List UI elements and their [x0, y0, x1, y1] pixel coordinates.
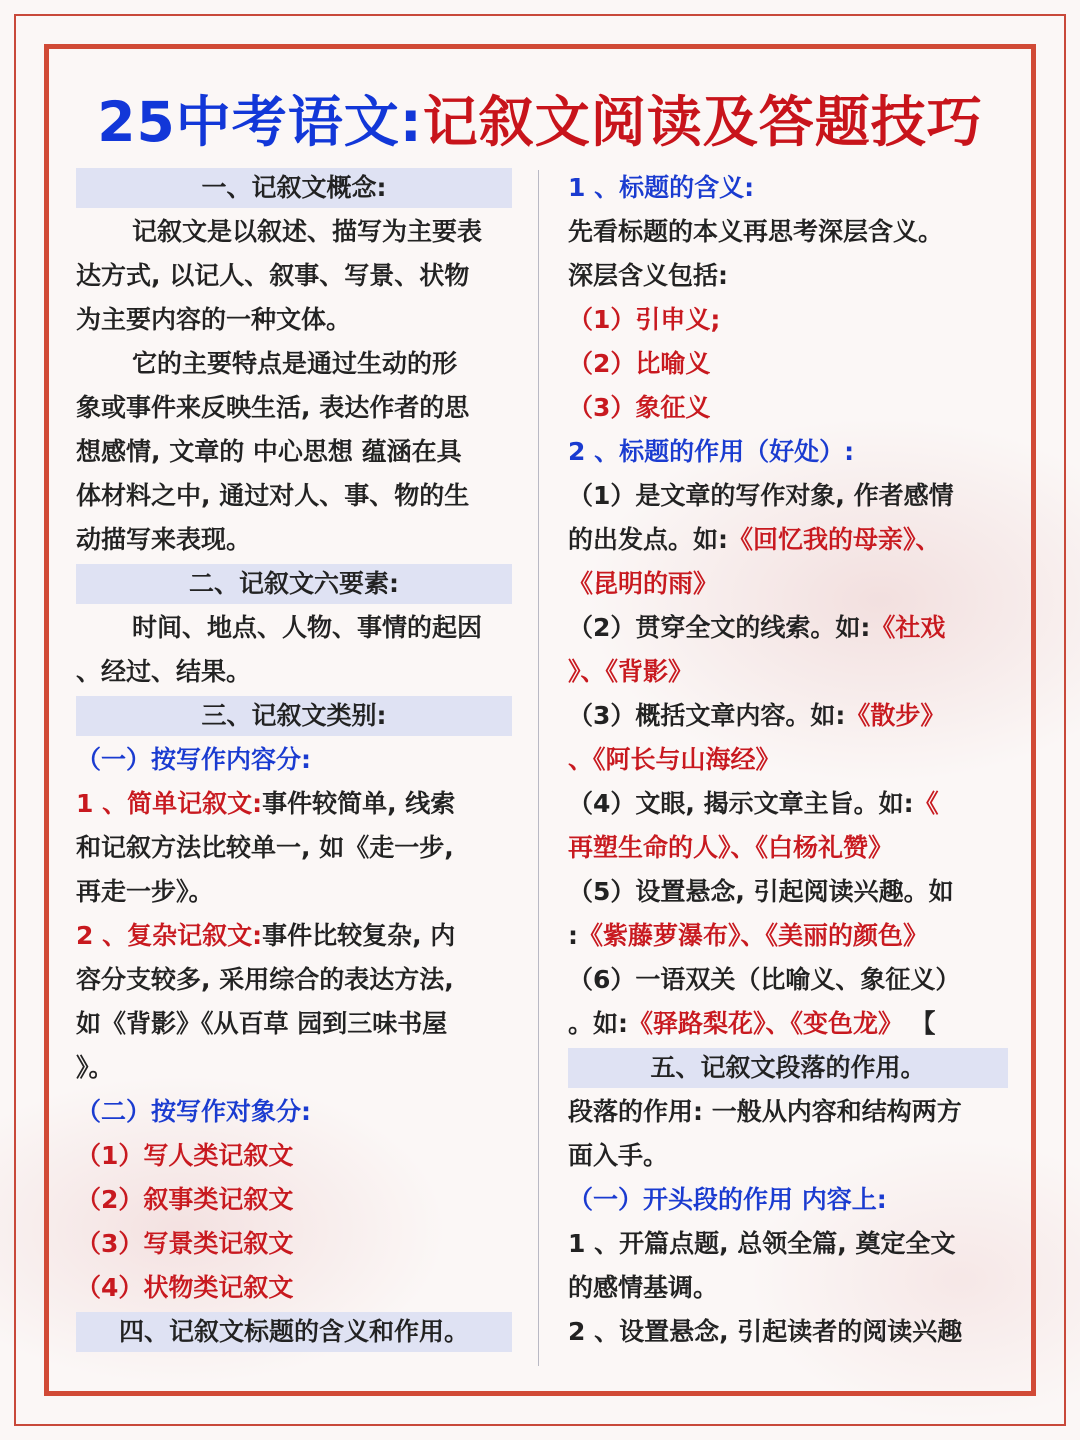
complex-narrative-line: 》。 — [76, 1053, 114, 1082]
simple-narrative-line: 再走一步》。 — [76, 877, 214, 906]
feature-line: 它的主要特点是通过生动的形 — [132, 349, 458, 378]
type-item: （3）写景类记叙文 — [76, 1229, 294, 1258]
column-divider — [538, 170, 539, 1366]
function-example: 》、《背影》 — [568, 657, 694, 686]
function-text: （2）贯穿全文的线索。如: — [568, 613, 871, 642]
subheading-by-content: （一）按写作内容分: — [76, 745, 311, 774]
heading-title-function: 2 、标题的作用（好处）: — [568, 437, 855, 466]
section-heading-concept: 一、记叙文概念: — [76, 168, 512, 208]
complex-narrative-line: 如《背影》《从百草 园到三味书屋 — [76, 1009, 448, 1038]
title-part-red: 记叙文阅读及答题技巧 — [422, 90, 983, 154]
concept-line: 记叙文是以叙述、描写为主要表 — [132, 217, 483, 246]
page-title — [0, 78, 1080, 157]
function-example: 再塑生命的人》、《白杨礼赞》 — [568, 833, 894, 862]
complex-narrative-text: 事件比较复杂, 内 — [262, 921, 456, 950]
subheading-by-object: （二）按写作对象分: — [76, 1097, 311, 1126]
paragraph-line: 面入手。 — [568, 1141, 669, 1170]
section-heading-title-meaning: 四、记叙文标题的含义和作用。 — [76, 1312, 512, 1352]
function-example: 《驿路梨花》、《变色龙》 — [628, 1009, 904, 1038]
left-column — [76, 166, 512, 1354]
complex-narrative-line: 容分支较多, 采用综合的表达方法, — [76, 965, 454, 994]
meaning-item: （3）象征义 — [568, 393, 711, 422]
function-example: 《回忆我的母亲》、 — [728, 525, 941, 554]
paragraph-line: 段落的作用: 一般从内容和结构两方 — [568, 1097, 962, 1126]
complex-narrative-line — [76, 914, 512, 958]
simple-narrative-text: 事件较简单, 线索 — [262, 789, 456, 818]
function-text: （4）文眼, 揭示文章主旨。如: — [568, 789, 914, 818]
meaning-line: 先看标题的本义再思考深层含义。 — [568, 217, 944, 246]
section-heading-six-elements: 二、记叙文六要素: — [76, 564, 512, 604]
type-item: （4）状物类记叙文 — [76, 1273, 294, 1302]
function-line — [568, 694, 1008, 738]
function-example: 《社戏 — [870, 613, 946, 642]
meaning-item: （2）比喻义 — [568, 349, 711, 378]
function-example: 《 — [913, 789, 939, 818]
simple-narrative-line — [76, 782, 512, 826]
type-item: （2）叙事类记叙文 — [76, 1185, 294, 1214]
feature-line: 动描写来表现。 — [76, 525, 252, 554]
opening-line: 1 、开篇点题, 总领全篇, 奠定全文 — [568, 1229, 956, 1258]
function-line: （6）一语双关（比喻义、象征义） — [568, 965, 961, 994]
title-part-blue: 25中考语文: — [97, 90, 423, 154]
section-heading-categories: 三、记叙文类别: — [76, 696, 512, 736]
simple-narrative-line: 和记叙方法比较单一, 如《走一步, — [76, 833, 454, 862]
feature-line: 想感情, 文章的 中心思想 蕴涵在具 — [76, 437, 462, 466]
function-text-tail: 【 — [923, 1009, 936, 1038]
meaning-item: （1）引申义; — [568, 305, 721, 334]
function-text: 的出发点。如: — [568, 525, 728, 554]
section-heading-paragraph-role: 五、记叙文段落的作用。 — [568, 1048, 1008, 1088]
function-text: : — [568, 921, 578, 950]
type-item: （1）写人类记叙文 — [76, 1141, 294, 1170]
function-line — [568, 518, 1008, 562]
function-line — [568, 914, 1008, 958]
function-line — [568, 606, 1008, 650]
function-example: 《散步》 — [845, 701, 946, 730]
function-line: （1）是文章的写作对象, 作者感情 — [568, 481, 954, 510]
function-text: （3）概括文章内容。如: — [568, 701, 846, 730]
opening-line: 2 、设置悬念, 引起读者的阅读兴趣 — [568, 1317, 963, 1346]
concept-line: 为主要内容的一种文体。 — [76, 305, 352, 334]
function-text: 。如: — [568, 1009, 628, 1038]
feature-line: 象或事件来反映生活, 表达作者的思 — [76, 393, 470, 422]
heading-title-meaning: 1 、标题的含义: — [568, 173, 755, 202]
complex-narrative-label: 2 、复杂记叙文: — [76, 921, 263, 950]
right-column — [568, 166, 1008, 1354]
meaning-line: 深层含义包括: — [568, 261, 728, 290]
opening-line: 的感情基调。 — [568, 1273, 719, 1302]
simple-narrative-label: 1 、简单记叙文: — [76, 789, 263, 818]
subheading-opening: （一）开头段的作用 内容上: — [568, 1185, 887, 1214]
function-example: 、《阿长与山海经》 — [568, 745, 781, 774]
elements-line: 、经过、结果。 — [76, 657, 252, 686]
elements-line: 时间、地点、人物、事情的起因 — [132, 613, 483, 642]
function-example: 《紫藤萝瀑布》、《美丽的颜色》 — [578, 921, 929, 950]
concept-line: 达方式, 以记人、叙事、写景、状物 — [76, 261, 470, 290]
function-line — [568, 782, 1008, 826]
function-example: 《昆明的雨》 — [568, 569, 719, 598]
function-line: （5）设置悬念, 引起阅读兴趣。如 — [568, 877, 954, 906]
feature-line: 体材料之中, 通过对人、事、物的生 — [76, 481, 470, 510]
function-line — [568, 1002, 1008, 1046]
